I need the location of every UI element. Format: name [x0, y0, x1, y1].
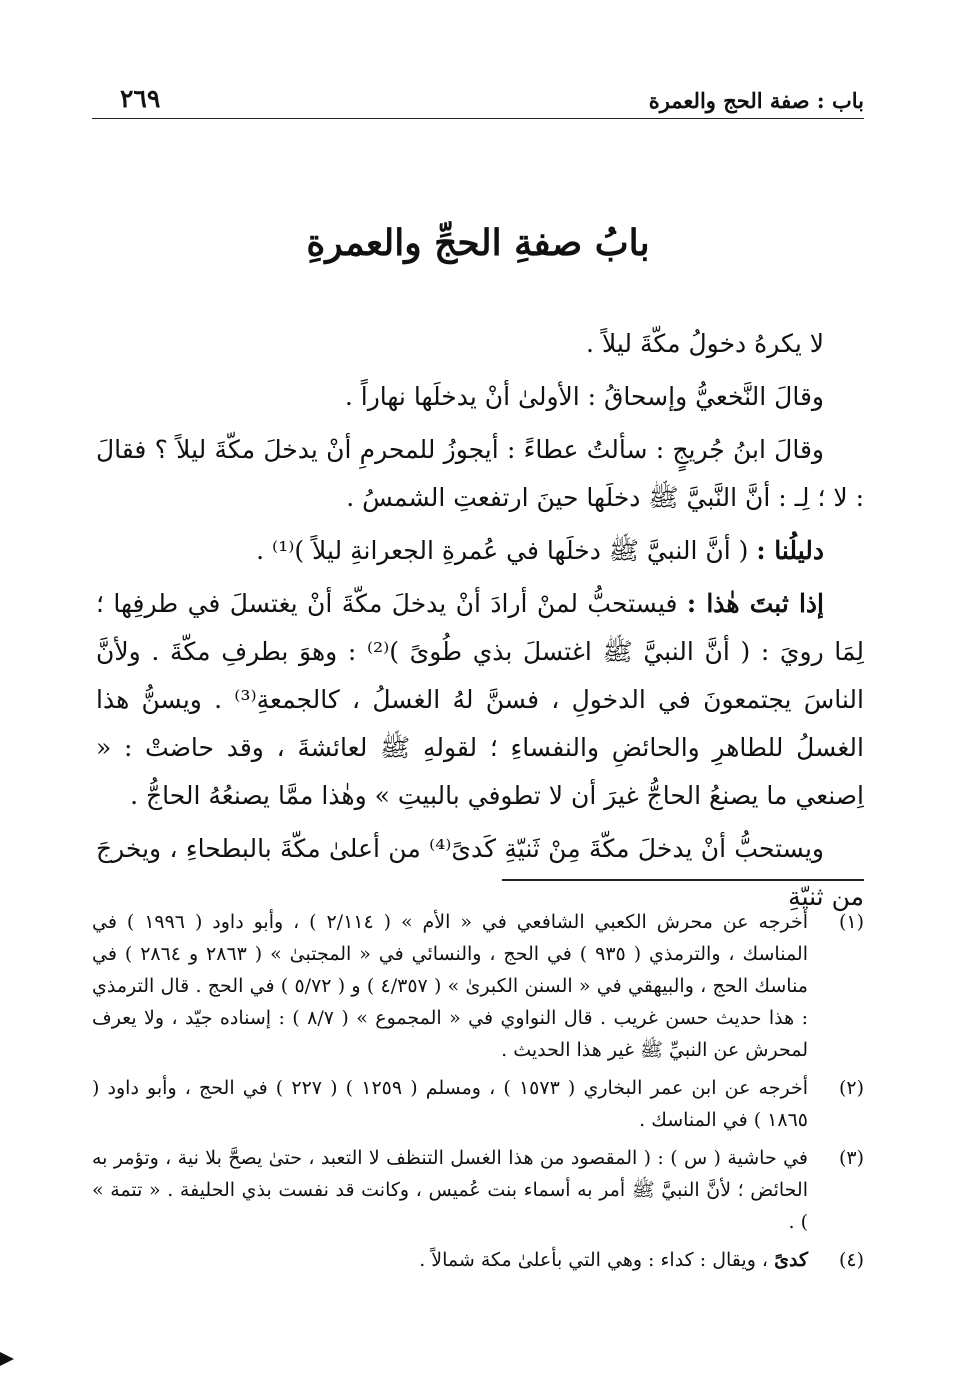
paragraph: دليلُنا : ( أنَّ النبيَّ ﷺ دخلَها في عُمرةِ الجعرانةِ ليلاً )⁽¹⁾ .: [256, 536, 824, 565]
paragraph: إذا ثبتَ هٰذا : فيستحبُّ لمنْ أرادَ أنْ يدخلَ مكّةَ أنْ يغتسلَ في طرفِها ؛ لِمَا رويَ : ( أنَّ النبيَّ ﷺ اغتسلَ بذي طُوىً )⁽²⁾ : وهوَ بطرفِ مكّةَ . ولأنَّ الناسَ يجتمعونَ في الدخولِ ، فسنَّ لهُ الغسلُ ، كالجمعةِ⁽³⁾ . ويسنُّ هذا الغسلُ للطاهرِ والحائضِ والنفساءِ ؛ لقولهِ ﷺ لعائشةَ ، وقد حاضتْ : « اِصنعي ما يصنعُ الحاجُّ غيرَ أن لا تطوفي بالبيتِ » وهٰذا ممَّا يصنعُهُ الحاجُّ .: [96, 589, 864, 810]
footnote: [92, 1244, 864, 1276]
footnote: [92, 1072, 864, 1136]
paragraph: وقالَ ابنُ جُريجٍ : سألتُ عطاءً : أيجوزُ للمحرمِ أنْ يدخلَ مكّةَ ليلاً ؟ فقالَ : لا ؛ لِـ : أنَّ النَّبيَّ ﷺ دخلَها حينَ ارتفعتِ الشمسُ .: [96, 435, 864, 512]
page-number: ٢٦٩: [120, 84, 161, 113]
footnote-text: في حاشية ( س ) : ( المقصود من هذا الغسل التنظف لا التعبد ، حتىٰ يصحَّ بلا نية ، وتؤمر به الحائض ؛ لأنَّ النبيَّ ﷺ أمر به أسماء بنت عُميس ، وكانت قد نفست بذي الحليفة . « تتمة » ) .: [92, 1147, 808, 1233]
paragraph: ويستحبُّ أنْ يدخلَ مكّةَ مِنْ ثَنيّةِ كَدىً⁽⁴⁾ من أعلىٰ مكّةَ بالبطحاءِ ، ويخرجَ من ثنيّةِ: [96, 834, 864, 911]
paragraph-lead: إذا ثبتَ هٰذا :: [686, 589, 825, 618]
paragraph: لا يكرهُ دخولُ مكّةَ ليلاً .: [586, 329, 824, 358]
running-title: باب : صفة الحج والعمرة: [648, 88, 864, 113]
running-header: [92, 84, 864, 119]
footnote-lead: كدىً: [774, 1249, 808, 1271]
footnote-number: (٢): [838, 1077, 864, 1099]
paragraph: وقالَ النَّخعيُّ وإسحاقُ : الأولىٰ أنْ يدخلَها نهاراً .: [344, 382, 824, 411]
chapter-title: بابُ صفةِ الحجِّ والعمرةِ: [306, 222, 650, 264]
footnote-number: (٤): [838, 1249, 864, 1271]
footnote-number: (١): [838, 911, 864, 933]
footnote: [92, 1142, 864, 1238]
footnote-divider: [502, 879, 864, 881]
footnotes: [92, 906, 864, 1282]
page-corner-mark: [0, 1352, 14, 1366]
paragraph-lead: دليلُنا :: [756, 536, 824, 565]
footnote-text: أخرجه عن محرش الكعبي الشافعي في « الأم » ( ٢/١١٤ ) ، وأبو داود ( ١٩٩٦ ) في المناسك ، والترمذي ( ٩٣٥ ) في الحج ، والنسائي في « المجتبىٰ » ( ٢٨٦٣ و ٢٨٦٤ ) في مناسك الحج ، والبيهقي في « السنن الكبرىٰ » ( ٤/٣٥٧ ) و ( ٥/٧٢ ) في الحج . قال الترمذي : هذا حديث حسن غريب . قال النواوي في « المجموع » ( ٨/٧ ) : إسناده جيّد ، ولا يعرف لمحرش عن النبيِّ ﷺ غير هذا الحديث .: [92, 911, 808, 1061]
footnote-text: ، ويقال : كداء : وهي التي بأعلىٰ مكة شمالاً .: [419, 1249, 769, 1271]
footnote-text: أخرجه عن ابن عمر البخاري ( ١٥٧٣ ) ، ومسلم ( ١٢٥٩ ) ( ٢٢٧ ) في الحج ، وأبو داود ( ١٨٦٥ ) في المناسك .: [92, 1077, 808, 1131]
footnote-number: (٣): [838, 1147, 864, 1169]
footnote: [92, 906, 864, 1066]
main-text: [96, 320, 864, 926]
